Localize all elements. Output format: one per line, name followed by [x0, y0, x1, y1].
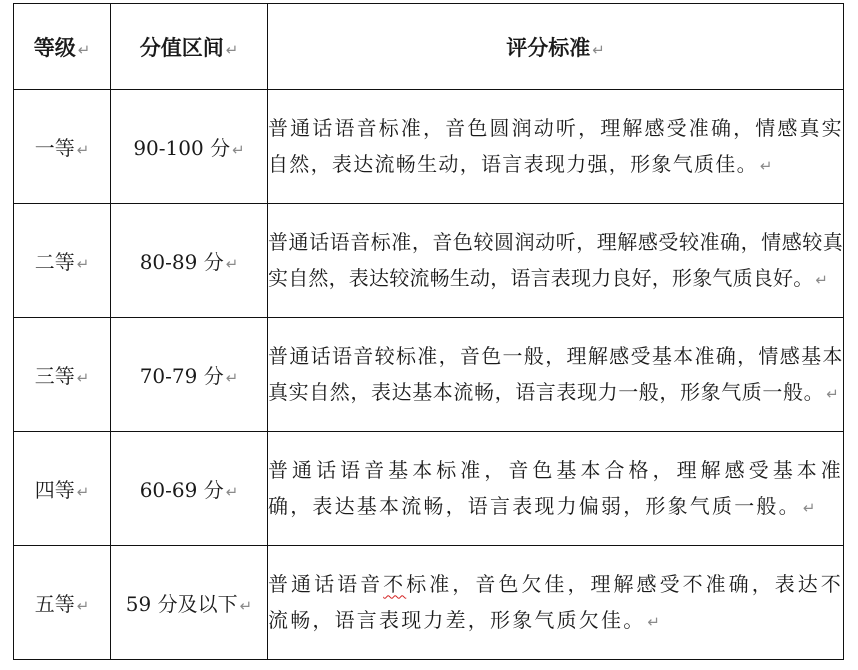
score-range-cell: [111, 318, 268, 432]
score-range-text: 70-79 分: [139, 364, 224, 388]
score-range-cell: [111, 90, 268, 204]
table-row: [14, 90, 844, 204]
grade-text: 五等: [34, 592, 75, 616]
score-range-cell: [111, 432, 268, 546]
grade-text: 三等: [34, 364, 75, 388]
header-grade-label: 等级: [33, 35, 76, 60]
paragraph-mark-icon: ↵: [647, 612, 663, 631]
score-range-text: 59 分及以下: [125, 592, 238, 616]
paragraph-mark-icon: ↵: [76, 483, 90, 501]
criteria-text: 普通话语音标准，音色较圆润动听，理解感受较准确，情感较真实自然，表达较流畅生动，语言表现力良好，形象气质良好。: [268, 229, 843, 290]
grade-text: 二等: [34, 250, 75, 274]
paragraph-mark-icon: ↵: [76, 255, 90, 273]
score-range-cell: [111, 204, 268, 318]
criteria-text: 普通话语音标准，音色圆润动听，理解感受准确，情感真实自然，表达流畅生动，语言表现力强，形象气质佳。: [268, 115, 843, 176]
paragraph-mark-icon: ↵: [225, 483, 239, 501]
criteria-text: 普通话语音较标准，音色一般，理解感受基本准确，情感基本真实自然，表达基本流畅，语言表现力一般，形象气质一般。: [268, 343, 843, 404]
score-range-text: 60-69 分: [139, 478, 224, 502]
score-range-text: 80-89 分: [139, 250, 224, 274]
paragraph-mark-icon: ↵: [802, 498, 818, 517]
header-criteria-label: 评分标准: [506, 35, 591, 60]
criteria-cell: [268, 318, 844, 432]
grade-cell: [14, 546, 111, 660]
header-score-range-label: 分值区间: [139, 35, 224, 60]
criteria-text-start: 普通话语音: [268, 571, 384, 596]
paragraph-mark-icon: ↵: [826, 384, 840, 403]
paragraph-mark-icon: ↵: [77, 40, 91, 59]
spellcheck-flagged-word[interactable]: 不: [383, 571, 407, 596]
table-header-row: [14, 4, 844, 90]
table-row: [14, 318, 844, 432]
grade-cell: [14, 90, 111, 204]
score-range-text: 90-100 分: [133, 136, 231, 160]
paragraph-mark-icon: ↵: [239, 597, 253, 615]
criteria-cell: [268, 432, 844, 546]
table-row: [14, 546, 844, 660]
paragraph-mark-icon: ↵: [759, 156, 774, 175]
paragraph-mark-icon: ↵: [76, 369, 90, 387]
paragraph-mark-icon: ↵: [225, 40, 239, 59]
table-row: [14, 432, 844, 546]
paragraph-mark-icon: ↵: [592, 40, 605, 59]
paragraph-mark-icon: ↵: [225, 369, 239, 387]
paragraph-mark-icon: ↵: [76, 141, 90, 159]
grade-text: 四等: [34, 478, 75, 502]
criteria-cell: [268, 90, 844, 204]
table-row: [14, 204, 844, 318]
criteria-cell: [268, 204, 844, 318]
header-score-range: [111, 4, 268, 90]
paragraph-mark-icon: ↵: [225, 255, 239, 273]
grading-criteria-table: [13, 3, 844, 660]
grade-cell: [14, 432, 111, 546]
criteria-cell: [268, 546, 844, 660]
header-grade: [14, 4, 111, 90]
criteria-text: 普通话语音基本标准，音色基本合格，理解感受基本准确，表达基本流畅，语言表现力偏弱，形象气质一般。: [268, 457, 843, 518]
grade-text: 一等: [34, 136, 75, 160]
criteria-text-end: 标准，音色欠佳，理解感受不准确，表达不流畅，语言表现力差，形象气质欠佳。: [268, 571, 844, 632]
paragraph-mark-icon: ↵: [815, 270, 829, 289]
grade-cell: [14, 318, 111, 432]
score-range-cell: [111, 546, 268, 660]
header-criteria: [268, 4, 844, 90]
paragraph-mark-icon: ↵: [232, 141, 245, 159]
grade-cell: [14, 204, 111, 318]
paragraph-mark-icon: ↵: [76, 597, 90, 615]
